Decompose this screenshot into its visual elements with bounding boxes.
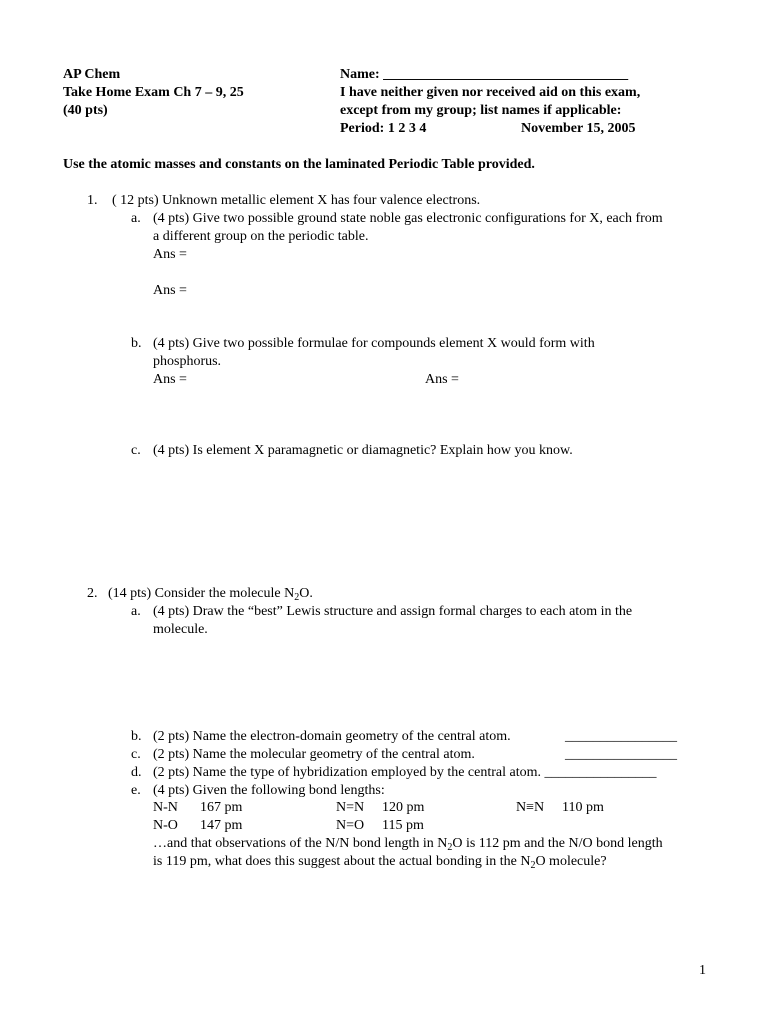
q2c-label: c.	[131, 747, 141, 762]
page-number: 1	[699, 963, 706, 978]
q2e-label: e.	[131, 783, 141, 798]
q2d-text: (2 pts) Name the type of hybridization employed by the central atom. ________________	[153, 765, 657, 780]
q2-number: 2.	[87, 586, 98, 601]
bond-label: N-N	[153, 800, 178, 815]
q2c-text: (2 pts) Name the molecular geometry of the central atom.	[153, 747, 475, 762]
q1b-line2: phosphorus.	[153, 354, 222, 369]
instruction: Use the atomic masses and constants on the laminated Periodic Table provided.	[63, 157, 535, 172]
q2e-question: is 119 pm, what does this suggest about the actual bonding in the $N_2O$ molecule?	[153, 854, 607, 871]
bond-value: 167 pm	[200, 800, 243, 815]
q1a-answer2[interactable]: Ans =	[153, 283, 187, 298]
period-options[interactable]: Period: 1 2 3 4	[340, 121, 427, 136]
q2a-line2: molecule.	[153, 622, 208, 637]
course-title: AP Chem	[63, 67, 121, 82]
q1a-answer1[interactable]: Ans =	[153, 247, 187, 262]
bond-label: N≡N	[516, 800, 545, 815]
q2b-answer-blank[interactable]: ________________	[565, 729, 677, 744]
q2c-answer-blank[interactable]: ________________	[565, 747, 677, 762]
bond-label: N=N	[336, 800, 365, 815]
bond-value: 147 pm	[200, 818, 243, 833]
exam-title: Take Home Exam Ch 7 – 9, 25	[63, 85, 244, 100]
q1-text: ( 12 pts) Unknown metallic element X has four valence electrons.	[112, 193, 481, 208]
q1a-line1: (4 pts) Give two possible ground state noble gas electronic configurations for X, each from	[153, 211, 663, 226]
bond-label: N-O	[153, 818, 178, 833]
q1b-answer2[interactable]: Ans =	[425, 372, 459, 387]
q2a-line1: (4 pts) Draw the “best” Lewis structure and assign formal charges to each atom in the	[153, 604, 633, 619]
q1a-label: a.	[131, 211, 141, 226]
q2e-observation: …and that observations of the N/N bond length in $N_2O$ is 112 pm and the N/O bond length	[153, 836, 663, 853]
q1c-label: c.	[131, 443, 141, 458]
name-field[interactable]: Name: ___________________________________	[340, 67, 629, 82]
bond-value: 120 pm	[382, 800, 425, 815]
q1b-label: b.	[131, 336, 142, 351]
exam-date: November 15, 2005	[521, 121, 636, 136]
q2e-line1: (4 pts) Given the following bond lengths:	[153, 783, 385, 798]
bond-value: 110 pm	[562, 800, 604, 815]
q1-number: 1.	[87, 193, 98, 208]
q1b-answer1[interactable]: Ans =	[153, 372, 187, 387]
bond-value: 115 pm	[382, 818, 424, 833]
bond-label: N=O	[336, 818, 365, 833]
q2a-label: a.	[131, 604, 141, 619]
q2b-text: (2 pts) Name the electron-domain geometry of the central atom.	[153, 729, 511, 744]
q2d-label: d.	[131, 765, 142, 780]
honor-statement-line1: I have neither given nor received aid on this exam,	[340, 85, 641, 100]
q2b-label: b.	[131, 729, 142, 744]
q1c-line1: (4 pts) Is element X paramagnetic or diamagnetic? Explain how you know.	[153, 443, 573, 458]
honor-statement-line2: except from my group; list names if applicable:	[340, 103, 622, 118]
q2-text: (14 pts) Consider the molecule $N_2O$.	[108, 586, 313, 603]
exam-points: (40 pts)	[63, 103, 108, 118]
q1b-line1: (4 pts) Give two possible formulae for compounds element X would form with	[153, 336, 595, 351]
q1a-line2: a different group on the periodic table.	[153, 229, 369, 244]
